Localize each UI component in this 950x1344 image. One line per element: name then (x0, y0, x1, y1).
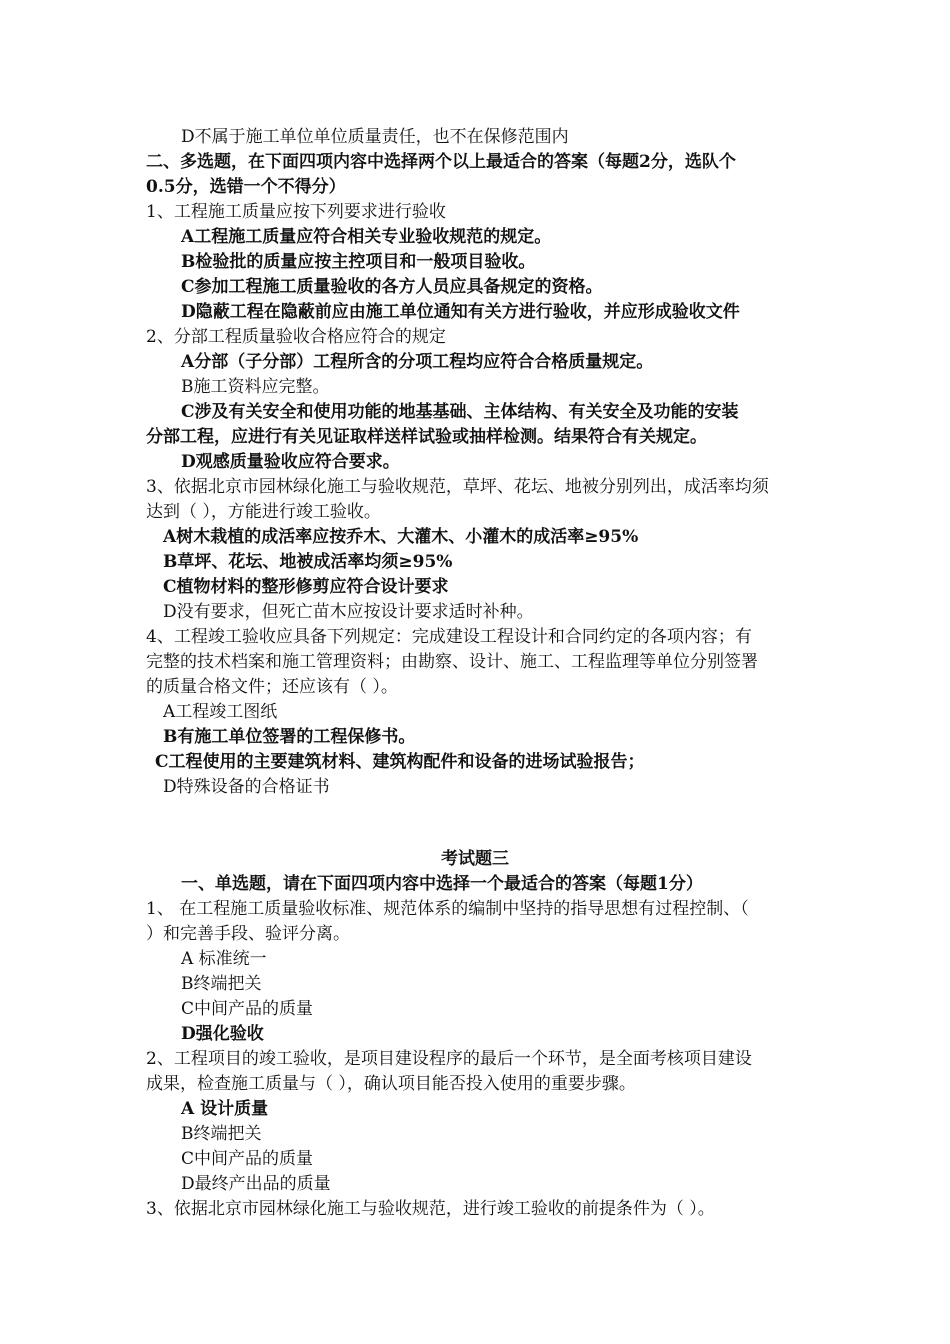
exam-title: 考试题三 (441, 849, 509, 869)
q1-option-a: A工程施工质量应符合相关专业验收规范的规定。 (181, 227, 552, 247)
exam3-q2-option-c: C中间产品的质量 (181, 1149, 314, 1169)
q2-option-a: A分部（子分部）工程所含的分项工程均应符合合格质量规定。 (181, 352, 654, 372)
q3-option-c: C植物材料的整形修剪应符合设计要求 (163, 577, 449, 597)
question-2: 2、分部工程质量验收合格应符合的规定 (146, 327, 446, 347)
exam3-q1-option-d: D强化验收 (181, 1024, 264, 1044)
q4-option-d: D特殊设备的合格证书 (163, 777, 330, 797)
q3-option-a: A树木栽植的成活率应按乔木、大灌木、小灌木的成活率≥95% (163, 527, 639, 547)
q3-option-d: D没有要求，但死亡苗木应按设计要求适时补种。 (163, 602, 534, 622)
question-4: 4、工程竣工验收应具备下列规定：完成建设工程设计和合同约定的各项内容；有 (146, 627, 752, 647)
exam3-q1-option-c: C中间产品的质量 (181, 999, 314, 1019)
exam3-q2-option-d: D最终产出品的质量 (181, 1174, 331, 1194)
section-multi-choice-heading-cont: 0.5分，选错一个不得分） (146, 177, 346, 197)
q2-option-b: B施工资料应完整。 (181, 377, 330, 397)
q2-option-d: D观感质量验收应符合要求。 (181, 452, 400, 472)
q4-option-a: A工程竣工图纸 (163, 702, 278, 722)
q4-option-c: C工程使用的主要建筑材料、建筑构配件和设备的进场试验报告； (155, 752, 645, 772)
exam3-question-1: 1、 在工程施工质量验收标准、规范体系的编制中坚持的指导思想有过程控制、（ (146, 899, 749, 919)
q4-option-b: B有施工单位签署的工程保修书。 (163, 727, 416, 747)
q2-option-c: C涉及有关安全和使用功能的地基基础、主体结构、有关安全及功能的安装 (181, 402, 739, 422)
section-single-choice-heading: 一、单选题，请在下面四项内容中选择一个最适合的答案（每题1分） (181, 874, 703, 894)
exam3-q1-option-a: A 标准统一 (181, 949, 267, 969)
q1-option-d: D隐蔽工程在隐蔽前应由施工单位通知有关方进行验收，并应形成验收文件 (181, 302, 740, 322)
q1-option-b: B检验批的质量应按主控项目和一般项目验收。 (181, 252, 536, 272)
exam3-q2-option-b: B终端把关 (181, 1124, 262, 1144)
question-3: 3、依据北京市园林绿化施工与验收规范，草坪、花坛、地被分别列出，成活率均须 (146, 477, 769, 497)
question-1: 1、工程施工质量应按下列要求进行验收 (146, 202, 446, 222)
exam3-q2-option-a: A 设计质量 (181, 1099, 269, 1119)
question-4-cont-1: 完整的技术档案和施工管理资料；由勘察、设计、施工、工程监理等单位分别签署 (146, 652, 758, 672)
q1-option-c: C参加工程施工质量验收的各方人员应具备规定的资格。 (181, 277, 603, 297)
section-multi-choice-heading: 二、多选题，在下面四项内容中选择两个以上最适合的答案（每题2分，选队个 (146, 152, 736, 172)
exam3-question-3: 3、依据北京市园林绿化施工与验收规范，进行竣工验收的前提条件为（ ）。 (146, 1199, 715, 1219)
exam3-question-2: 2、工程项目的竣工验收，是项目建设程序的最后一个环节，是全面考核项目建设 (146, 1049, 752, 1069)
q3-option-b: B草坪、花坛、地被成活率均须≥95% (163, 552, 453, 572)
exam3-q1-option-b: B终端把关 (181, 974, 262, 994)
q2-option-d-prev: D不属于施工单位单位质量责任，也不在保修范围内 (181, 127, 569, 147)
q2-option-c-cont: 分部工程，应进行有关见证取样送样试验或抽样检测。结果符合有关规定。 (146, 427, 707, 447)
exam3-question-1-cont: ）和完善手段、验评分离。 (146, 924, 350, 944)
question-3-cont: 达到（ ），方能进行竣工验收。 (146, 502, 381, 522)
question-4-cont-2: 的质量合格文件；还应该有（ ）。 (146, 677, 398, 697)
exam3-question-2-cont: 成果，检查施工质量与（ ），确认项目能否投入使用的重要步骤。 (146, 1074, 636, 1094)
